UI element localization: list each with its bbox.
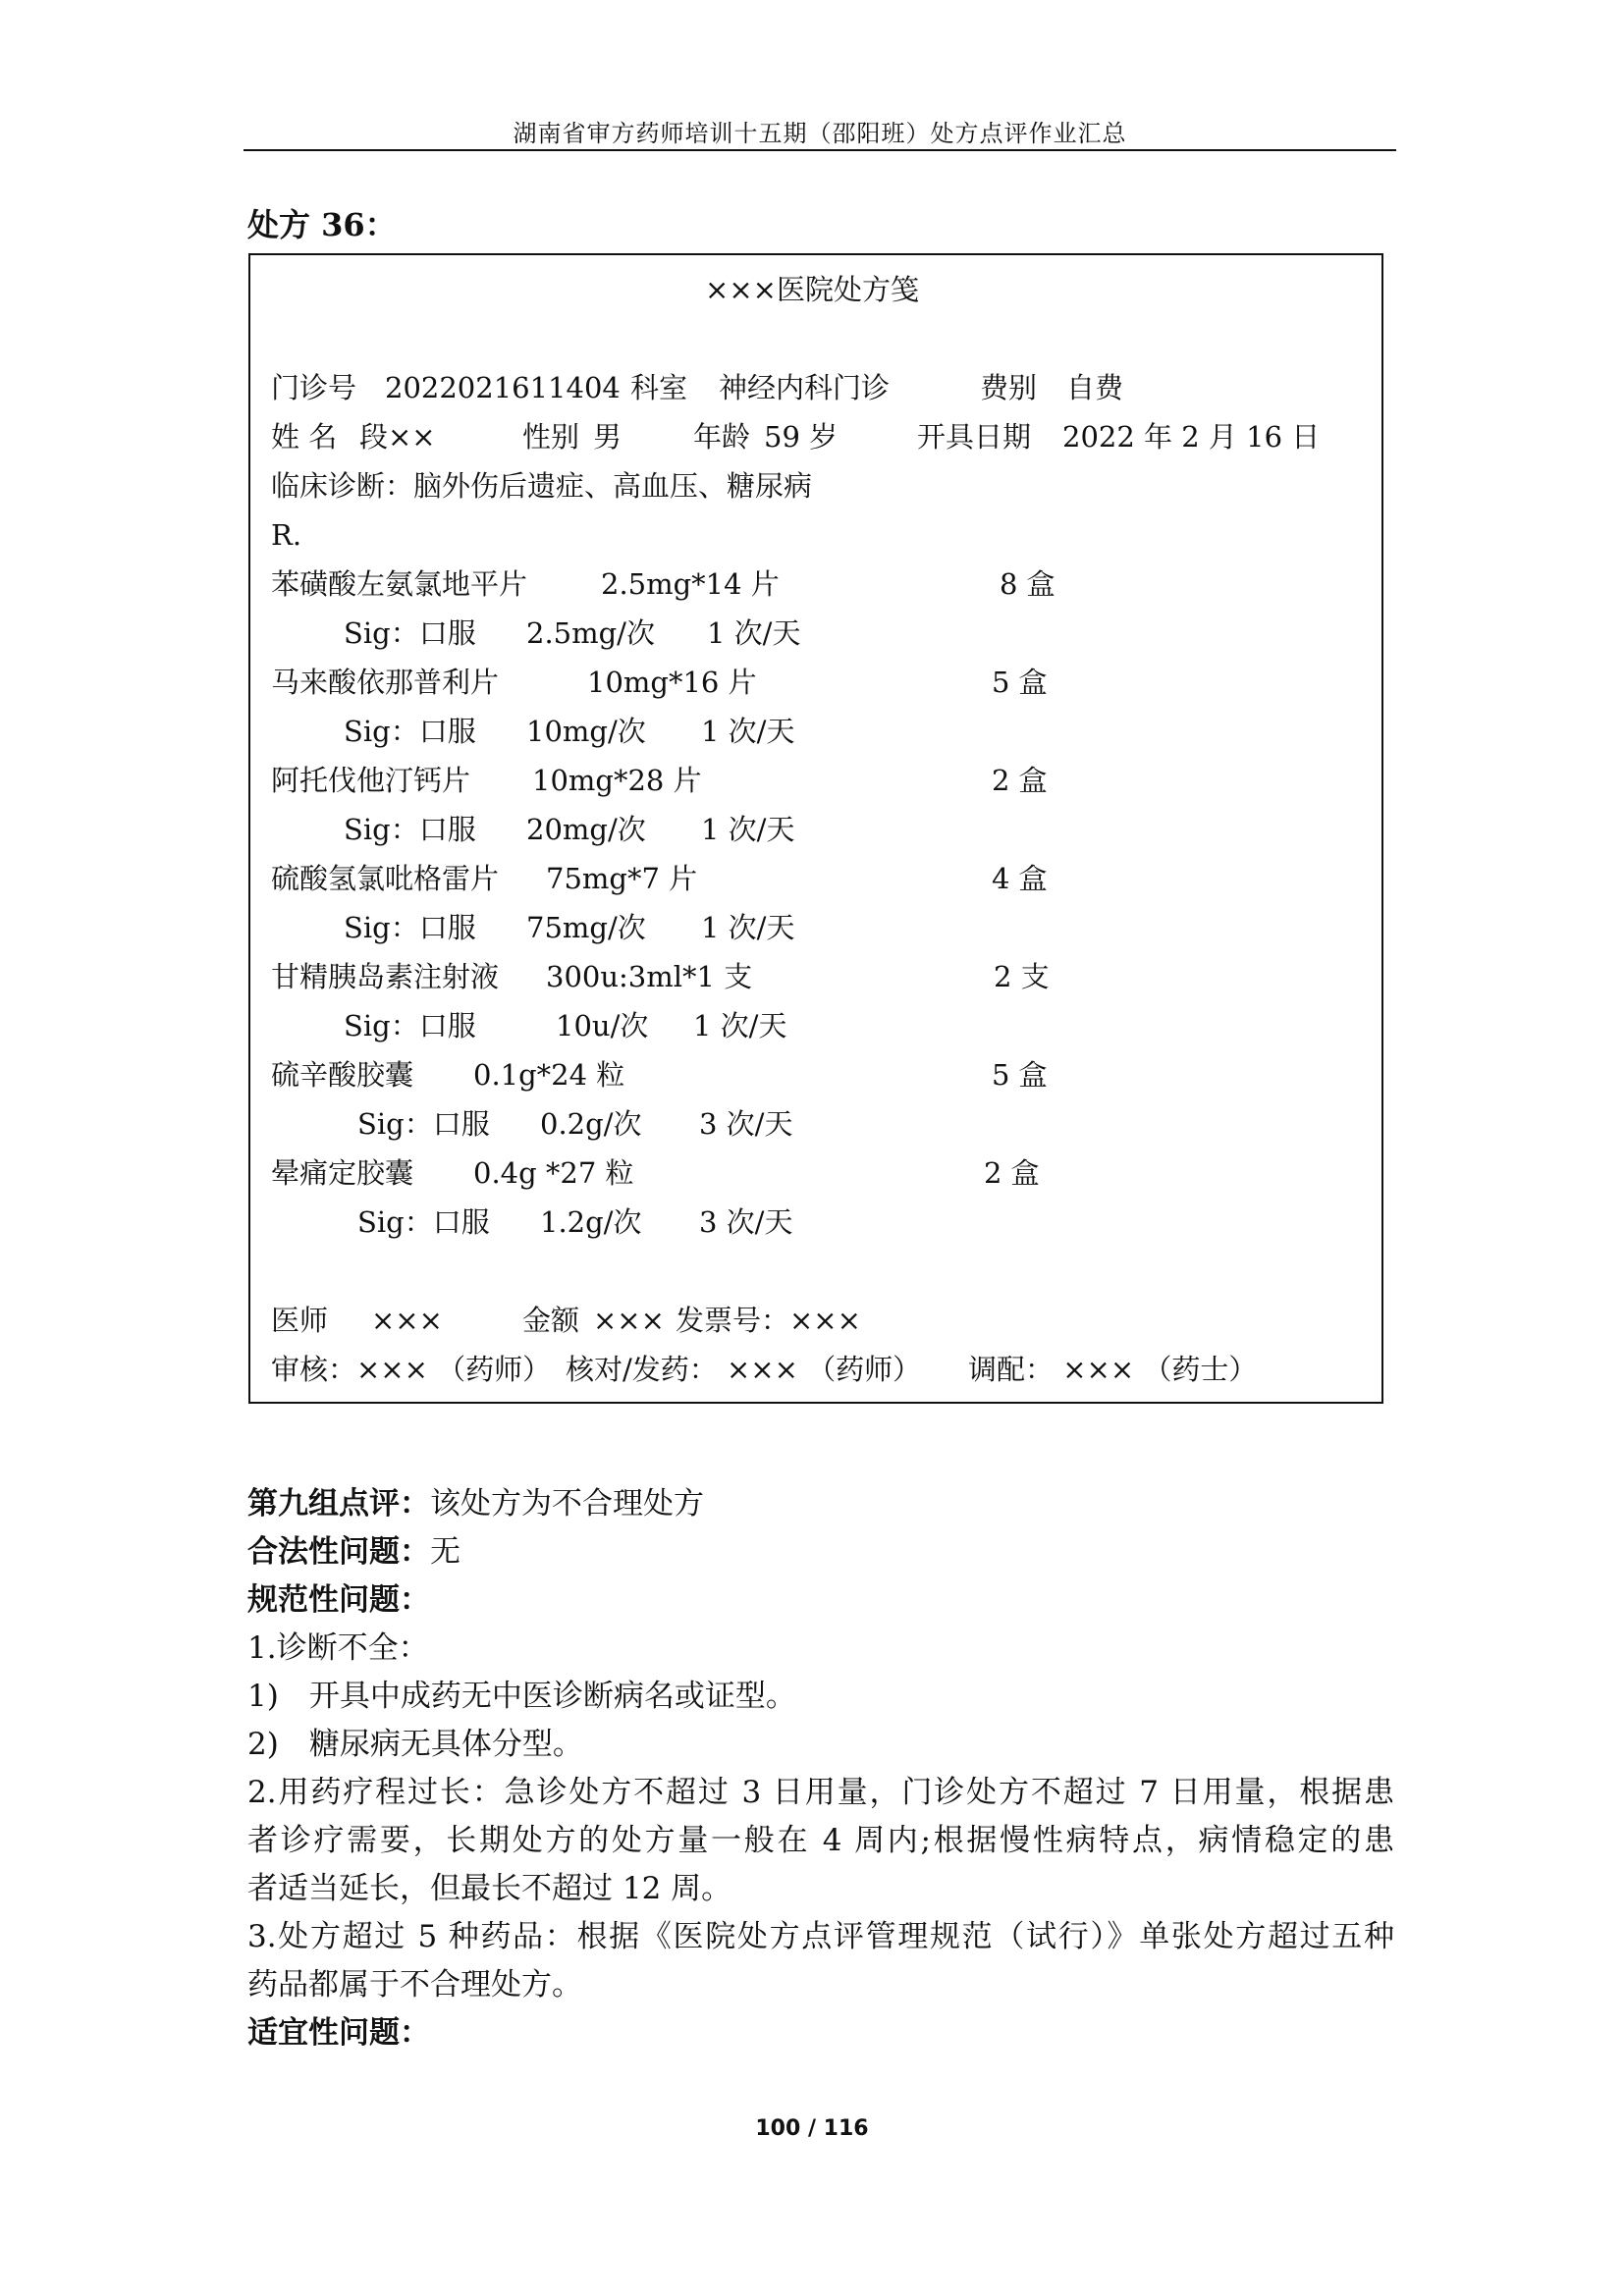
- drug-name: 苯磺酸左氨氯地平片: [271, 567, 528, 601]
- drug-spec: 0.4g *27 粒: [473, 1156, 634, 1190]
- date-label: 开具日期: [917, 420, 1032, 454]
- checker: 核对/发药： ××× （药师）: [566, 1353, 922, 1386]
- drug-spec: 2.5mg*14 片: [601, 567, 780, 601]
- drug-qty: 2 盒: [992, 764, 1048, 797]
- page-number: [0, 2116, 1624, 2141]
- course-line: 者诊疗需要，长期处方的处方量一般在 4 周内;根据慢性病特点，病情稳定的患: [247, 1823, 1394, 1858]
- drug-name: 硫酸氢氯吡格雷片: [271, 862, 500, 895]
- course-line: 2.用药疗程过长：急诊处方不超过 3 日用量，门诊处方不超过 7 日用量，根据患: [247, 1775, 1394, 1810]
- drug-dose: 1.2g/次: [540, 1205, 642, 1239]
- drug-sig: Sig：口服: [344, 1009, 476, 1042]
- drug-qty: 2 支: [994, 960, 1050, 993]
- group-comment: [247, 1480, 704, 1528]
- drug-sig: Sig：口服: [344, 813, 476, 846]
- drug-name: 晕痛定胶囊: [271, 1156, 414, 1190]
- count-line: 药品都属于不合理处方。: [247, 1967, 582, 2002]
- drug-qty: 2 盒: [984, 1156, 1040, 1190]
- drug-sig: Sig：口服: [344, 715, 476, 748]
- group-comment-text: 该处方为不合理处方: [430, 1486, 704, 1522]
- header-divider: [244, 149, 1396, 151]
- clinic-no: 2022021611404: [385, 371, 621, 404]
- sex-label: 性别: [522, 420, 580, 454]
- drug-spec: 300u:3ml*1 支: [546, 960, 753, 993]
- amount-label: 金额: [522, 1304, 580, 1337]
- date: 2022 年 2 月 16 日: [1062, 420, 1321, 454]
- drug-dose: 20mg/次: [526, 813, 646, 846]
- age: 59 岁: [764, 420, 839, 454]
- diagnosis: 临床诊断：脑外伤后遗症、高血压、糖尿病: [271, 469, 813, 503]
- clinic-no-label: 门诊号: [271, 371, 357, 404]
- drug-name: 甘精胰岛素注射液: [271, 960, 500, 993]
- drug-freq: 1 次/天: [701, 911, 795, 944]
- drug-freq: 3 次/天: [699, 1107, 793, 1141]
- drug-qty: 8 盒: [1000, 567, 1056, 601]
- drug-name: 硫辛酸胶囊: [271, 1058, 414, 1092]
- group-comment-label: 第九组点评：: [247, 1486, 430, 1522]
- drug-freq: 1 次/天: [701, 715, 795, 748]
- page-header: 湖南省审方药师培训十五期（邵阳班）处方点评作业汇总: [513, 120, 1127, 147]
- drug-dose: 10mg/次: [526, 715, 646, 748]
- invoice-no: 发票号：×××: [676, 1304, 861, 1337]
- drug-dose: 2.5mg/次: [526, 616, 655, 650]
- norm-item: 1.诊断不全：: [247, 1630, 429, 1666]
- amount: ×××: [593, 1304, 665, 1337]
- doctor-label: 医师: [271, 1304, 329, 1337]
- drug-freq: 1 次/天: [701, 813, 795, 846]
- drug-freq: 1 次/天: [707, 616, 801, 650]
- drug-dose: 75mg/次: [526, 911, 646, 944]
- drug-spec: 75mg*7 片: [546, 862, 698, 895]
- norm-item: 2) 糖尿病无具体分型。: [247, 1727, 583, 1762]
- drug-spec: 10mg*16 片: [587, 666, 757, 699]
- dispenser: 调配： ××× （药士）: [968, 1353, 1258, 1386]
- current-page: 100: [755, 2116, 801, 2141]
- legal-issues-label: 合法性问题：: [247, 1534, 430, 1570]
- drug-qty: 4 盒: [992, 862, 1048, 895]
- drug-freq: 1 次/天: [693, 1009, 787, 1042]
- page-separator: /: [800, 2116, 824, 2141]
- drug-name: 马来酸依那普利片: [271, 666, 500, 699]
- patient-name-label: 姓 名: [271, 420, 338, 454]
- legal-issues: [247, 1528, 460, 1576]
- doctor: ×××: [371, 1304, 443, 1337]
- norm-item: 1) 开具中成药无中医诊断病名或证型。: [247, 1679, 796, 1714]
- age-label: 年龄: [693, 420, 751, 454]
- legal-issues-text: 无: [430, 1534, 460, 1570]
- drug-sig: Sig：口服: [344, 911, 476, 944]
- drug-sig: Sig：口服: [357, 1205, 490, 1239]
- drug-sig: Sig：口服: [357, 1107, 490, 1141]
- drug-spec: 10mg*28 片: [532, 764, 702, 797]
- fee: 自费: [1066, 371, 1124, 404]
- drug-dose: 0.2g/次: [540, 1107, 642, 1141]
- total-pages: 116: [823, 2116, 869, 2141]
- rx-symbol: R.: [271, 518, 302, 552]
- drug-freq: 3 次/天: [699, 1205, 793, 1239]
- drug-dose: 10u/次: [556, 1009, 649, 1042]
- dept: 神经内科门诊: [719, 371, 891, 404]
- section-title: 处方 36：: [247, 206, 397, 243]
- drug-qty: 5 盒: [992, 666, 1048, 699]
- dept-label: 科室: [630, 371, 688, 404]
- fee-label: 费别: [980, 371, 1038, 404]
- prescription-heading: ×××医院处方笺: [705, 273, 919, 306]
- norm-issues-label: 规范性问题：: [247, 1582, 430, 1618]
- sex: 男: [593, 420, 623, 454]
- drug-name: 阿托伐他汀钙片: [271, 764, 471, 797]
- drug-qty: 5 盒: [992, 1058, 1048, 1092]
- count-line: 3.处方超过 5 种药品：根据《医院处方点评管理规范（试行）》单张处方超过五种: [247, 1919, 1394, 1954]
- reviewer: 审核：××× （药师）: [271, 1353, 552, 1386]
- drug-spec: 0.1g*24 粒: [473, 1058, 625, 1092]
- drug-sig: Sig：口服: [344, 616, 476, 650]
- patient-name: 段××: [359, 420, 436, 454]
- suitability-issues-label: 适宜性问题：: [247, 2015, 430, 2051]
- course-line: 者适当延长，但最长不超过 12 周。: [247, 1871, 732, 1906]
